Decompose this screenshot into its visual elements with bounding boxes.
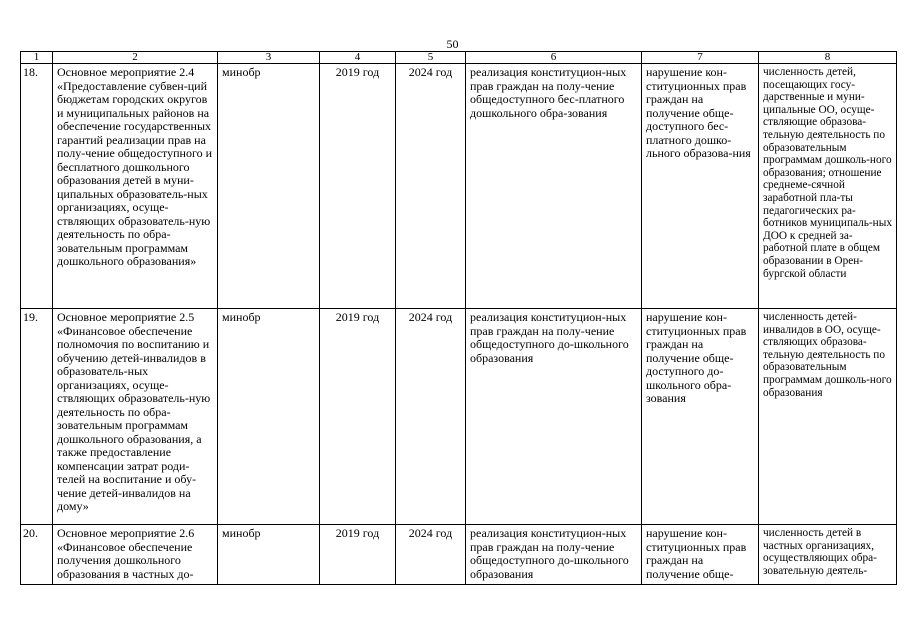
measures-table — [20, 51, 897, 585]
consequence-cell: нарушение кон-ституционных прав граждан на получение обще- — [642, 525, 759, 585]
row-number: 18. — [21, 64, 53, 309]
indicator-cell: численность детей, посещающих госу-дарственные и муни-ципальные ОО, осуще-ствляющие образова-тельную деятельность по образовательным программам дошколь-ного образования; отношение среднеме-сячной заработной пла-ты педагогических ра-ботников муниципаль-ных ДОО к средней за-работной плате в общем образовании в Орен-бургской области — [759, 64, 897, 309]
page-number: 50 — [446, 37, 459, 51]
header-cell: 2 — [53, 52, 218, 64]
header-cell: 1 — [21, 52, 53, 64]
executor-cell: минобр — [218, 309, 320, 525]
end-year-cell: 2024 год — [396, 309, 466, 525]
header-cell: 3 — [218, 52, 320, 64]
table-row — [21, 309, 897, 525]
indicator-cell: численность детей-инвалидов в ОО, осуще-ствляющих образова-тельную деятельность по образовательным программам дошколь-ного образования — [759, 309, 897, 525]
table-row — [21, 525, 897, 585]
result-cell: реализация конституцион-ных прав граждан на полу-чение общедоступного до-школьного образования — [466, 309, 642, 525]
consequence-cell: нарушение кон-ституционных прав граждан на получение обще-доступного до-школьного обра-зования — [642, 309, 759, 525]
event-cell: Основное мероприятие 2.5 «Финансовое обеспечение полномочия по воспитанию и обучению детей-инвалидов в образователь-ных организациях, осуще-ствляющих образователь-ную деятельность по обра-зовательным программам дошкольного образования, а также предоставление компенсации затрат роди-телей на воспитание и обу-чение детей-инвалидов на дому» — [53, 309, 218, 525]
indicator-cell: численность детей в частных организациях, осуществляющих обра-зовательную деятель- — [759, 525, 897, 585]
start-year-cell: 2019 год — [320, 64, 396, 309]
header-cell: 7 — [642, 52, 759, 64]
consequence-cell: нарушение кон-ституционных прав граждан на получение обще-доступного бес-платного дошко-льного образова-ния — [642, 64, 759, 309]
table-header-row — [21, 52, 897, 64]
header-cell: 6 — [466, 52, 642, 64]
result-cell: реализация конституцион-ных прав граждан на полу-чение общедоступного бес-платного дошкольного обра-зования — [466, 64, 642, 309]
event-cell: Основное мероприятие 2.4 «Предоставление субвен-ций бюджетам городских округов и муниципальных районов на обеспечение государственных гарантий реализации прав на полу-чение общедоступного и бесплатного дошкольного образования детей в муни-ципальных образователь-ных организациях, осуще-ствляющих образователь-ную деятельность по обра-зовательным программам дошкольного образования» — [53, 64, 218, 309]
table-row — [21, 64, 897, 309]
row-number: 19. — [21, 309, 53, 525]
result-cell: реализация конституцион-ных прав граждан на полу-чение общедоступного до-школьного образования — [466, 525, 642, 585]
header-cell: 4 — [320, 52, 396, 64]
end-year-cell: 2024 год — [396, 64, 466, 309]
start-year-cell: 2019 год — [320, 309, 396, 525]
executor-cell: минобр — [218, 64, 320, 309]
start-year-cell: 2019 год — [320, 525, 396, 585]
header-cell: 5 — [396, 52, 466, 64]
row-number: 20. — [21, 525, 53, 585]
event-cell: Основное мероприятие 2.6 «Финансовое обеспечение получения дошкольного образования в частных до- — [53, 525, 218, 585]
executor-cell: минобр — [218, 525, 320, 585]
end-year-cell: 2024 год — [396, 525, 466, 585]
header-cell: 8 — [759, 52, 897, 64]
